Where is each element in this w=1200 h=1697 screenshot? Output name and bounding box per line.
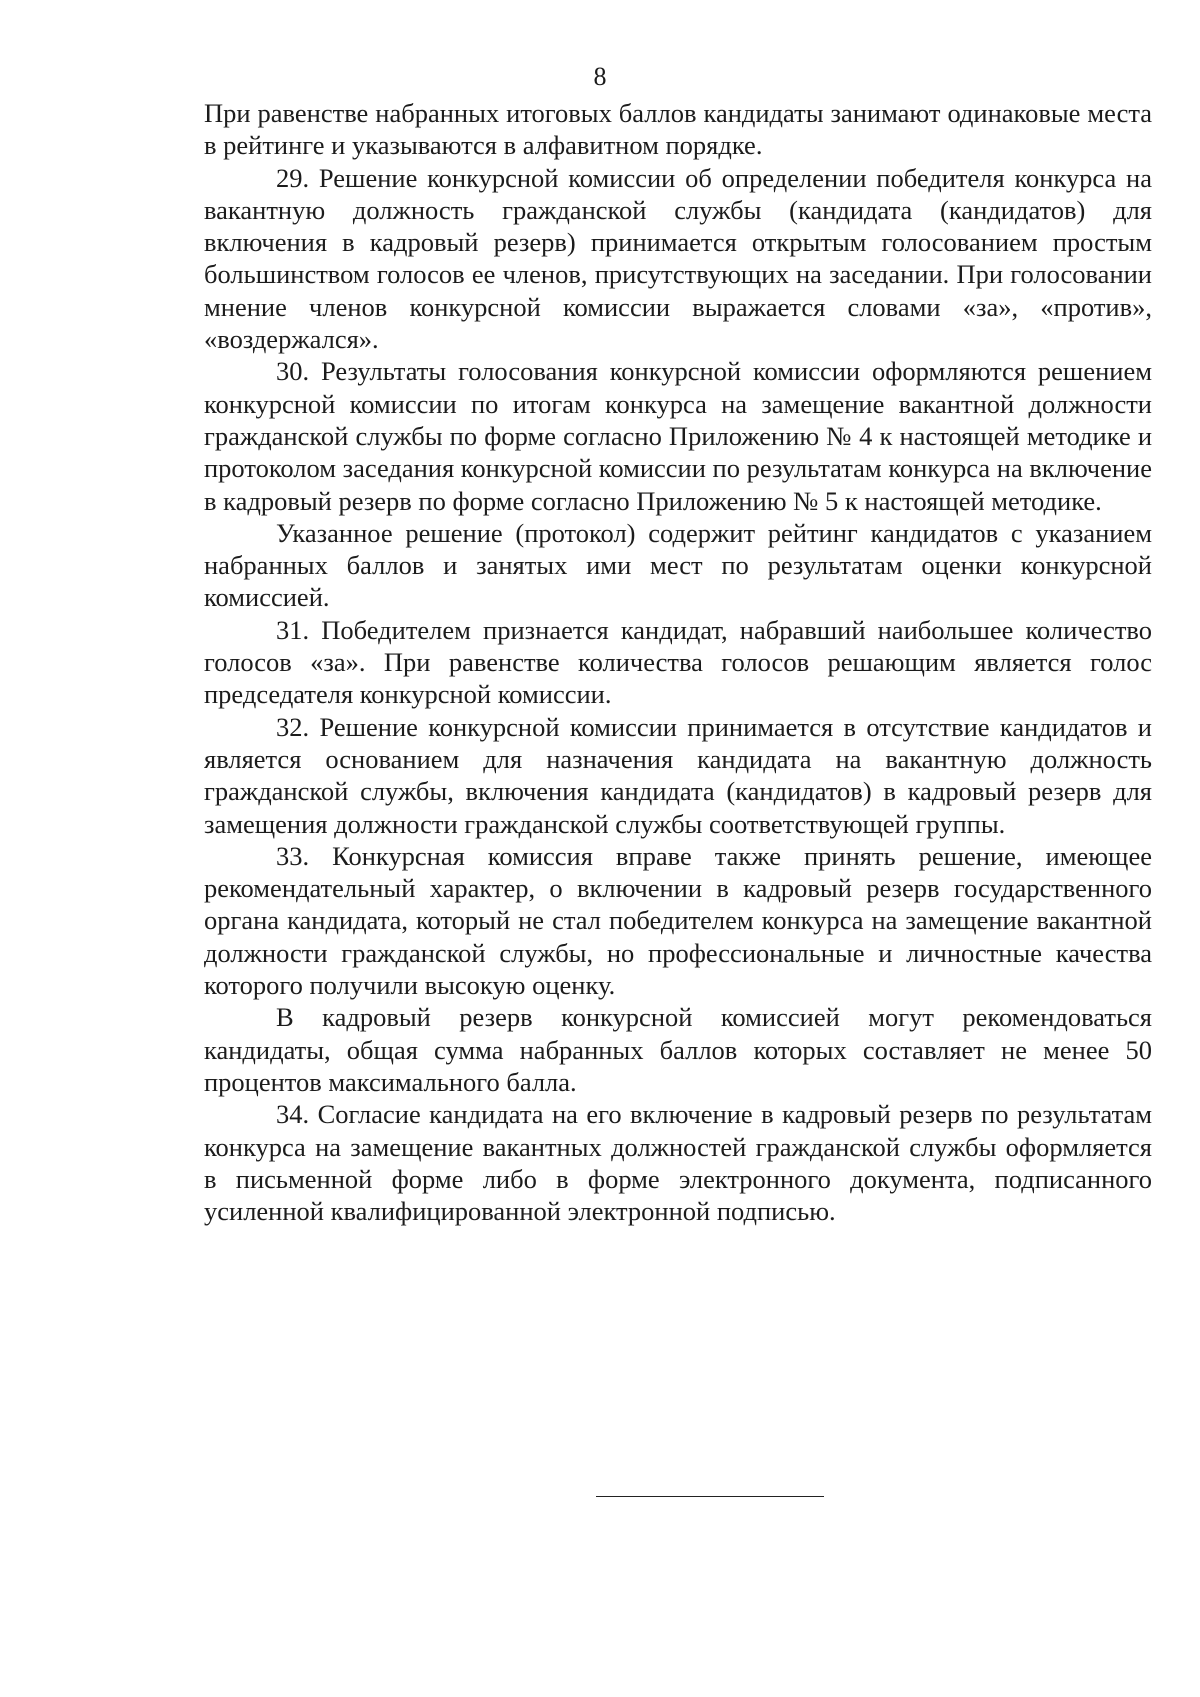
end-separator-line [596,1496,824,1497]
paragraph-29: 29. Решение конкурсной комиссии об определении победителя конкурса на вакантную должность гражданской службы (кандидата (кандидатов) для включения в кадровый резерв) принимается открытым голосованием простым большинством голосов ее членов, присутствующих на заседании. При голосовании мнение членов конкурсной комиссии выражается словами «за», «против», «воздержался». [204,162,1152,355]
paragraph-31: 31. Победителем признается кандидат, набравший наибольшее количество голосов «за». При равенстве количества голосов решающим является голос председателя конкурсной комиссии. [204,614,1152,710]
document-body [204,97,1152,1227]
paragraph-33: 33. Конкурсная комиссия вправе также принять решение, имеющее рекомендательный характер, о включении в кадровый резерв государственного органа кандидата, который не стал победителем конкурса на замещение вакантной должности гражданской службы, но профессиональные и личностные качества которого получили высокую оценку. [204,840,1152,1001]
page-number: 8 [593,62,607,91]
paragraph-decision-protocol: Указанное решение (протокол) содержит рейтинг кандидатов с указанием набранных баллов и занятых ими мест по результатам оценки конкурсной комиссией. [204,517,1152,613]
paragraph-rating-tie: При равенстве набранных итоговых баллов кандидаты занимают одинаковые места в рейтинге и указываются в алфавитном порядке. [204,98,1152,161]
paragraph-30: 30. Результаты голосования конкурсной комиссии оформляются решением конкурсной комиссии по итогам конкурса на замещение вакантной должности гражданской службы по форме согласно Приложению № 4 к настоящей методике и протоколом заседания конкурсной комиссии по результатам конкурса на включение в кадровый резерв по форме согласно Приложению № 5 к настоящей методике. [204,356,1152,516]
paragraph-34: 34. Согласие кандидата на его включение в кадровый резерв по результатам конкурса на замещение вакантных должностей гражданской службы оформляется в письменной форме либо в форме электронного документа, подписанного усиленной квалифицированной электронной подписью. [204,1099,1152,1227]
paragraph-32: 32. Решение конкурсной комиссии принимается в отсутствие кандидатов и является основанием для назначения кандидата на вакантную должность гражданской службы, включения кандидата (кандидатов) в кадровый резерв для замещения должности гражданской службы соответствующей группы. [204,711,1152,839]
paragraph-reserve-recommendation: В кадровый резерв конкурсной комиссией могут рекомендоваться кандидаты, общая сумма набранных баллов которых составляет не менее 50 процентов максимального балла. [204,1002,1152,1097]
